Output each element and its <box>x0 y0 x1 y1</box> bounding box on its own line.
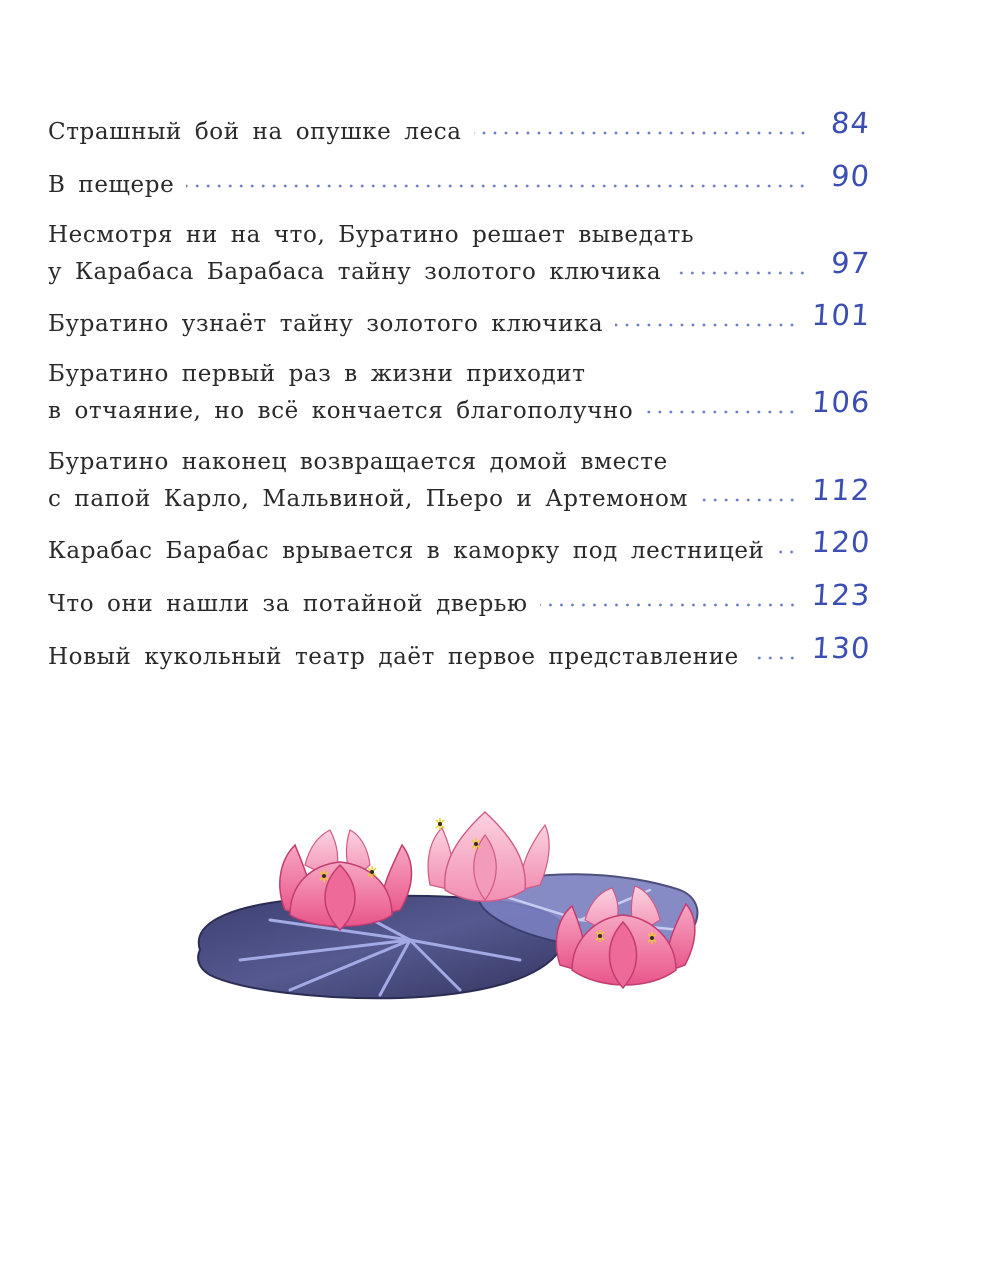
toc-entry[interactable] <box>48 525 872 584</box>
toc-leader-dots <box>540 603 798 607</box>
toc-entry-last-line <box>48 159 872 199</box>
toc-entry-title: Что они нашли за потайной дверью <box>48 591 528 617</box>
toc-entry-last-line <box>48 246 872 286</box>
lily-flower <box>280 830 412 930</box>
toc-leader-dots <box>700 498 798 502</box>
toc-leader-dots <box>673 271 808 275</box>
toc-entry-title: Страшный бой на опушке леса <box>48 119 462 145</box>
toc-entry[interactable] <box>48 298 872 357</box>
toc-entry[interactable] <box>48 445 870 531</box>
toc-entry-title-line: Несмотря ни на что, Буратино решает выведать <box>48 222 695 248</box>
toc-entry-last-line <box>48 106 872 146</box>
toc-entry-title: у Карабаса Барабаса тайну золотого ключика <box>48 259 662 285</box>
toc-leader-dots <box>645 410 797 414</box>
toc-page-number: 97 <box>829 246 872 280</box>
toc-page-number: 120 <box>810 525 872 559</box>
toc-entry-title: Новый кукольный театр даёт первое представление <box>48 644 739 670</box>
toc-leader-dots <box>751 656 798 660</box>
toc-entry-last-line <box>48 473 872 513</box>
toc-entry-title-line: Буратино наконец возвращается домой вместе <box>48 449 668 475</box>
toc-entry-last-line <box>48 298 872 338</box>
toc-page-number: 112 <box>810 473 872 507</box>
toc-page-number: 106 <box>810 385 872 419</box>
toc-entry-title: Карабас Барабас врывается в каморку под лестницей <box>48 538 765 564</box>
toc-entry[interactable] <box>48 159 872 218</box>
water-lily-illustration <box>180 790 720 1020</box>
toc-entry[interactable] <box>48 631 872 690</box>
toc-page-number: 123 <box>810 578 872 612</box>
toc-page-number: 101 <box>810 298 872 332</box>
toc-page-number: 130 <box>810 631 872 665</box>
toc-entry[interactable] <box>48 578 872 637</box>
toc-leader-dots <box>474 131 808 135</box>
toc-leader-dots <box>776 550 797 554</box>
table-of-contents <box>48 106 872 690</box>
toc-entry[interactable] <box>48 357 870 445</box>
toc-entry-last-line <box>48 578 872 618</box>
toc-entry[interactable] <box>48 106 872 165</box>
lily-flower <box>428 812 549 901</box>
toc-entry[interactable] <box>48 218 870 304</box>
toc-entry-last-line <box>48 525 872 565</box>
toc-page-number: 84 <box>829 106 872 140</box>
toc-entry-title-line: Буратино первый раз в жизни приходит <box>48 361 586 387</box>
toc-entry-title: В пещере <box>48 172 175 198</box>
toc-entry-title: Буратино узнаёт тайну золотого ключика <box>48 311 604 337</box>
toc-leader-dots <box>615 323 797 327</box>
toc-page-number: 90 <box>829 159 872 193</box>
toc-entry-last-line <box>48 385 872 425</box>
toc-leader-dots <box>186 184 808 188</box>
toc-entry-title: в отчаяние, но всё кончается благополучно <box>48 398 634 424</box>
toc-entry-last-line <box>48 631 872 671</box>
toc-entry-title: с папой Карло, Мальвиной, Пьеро и Артемоном <box>48 486 688 512</box>
